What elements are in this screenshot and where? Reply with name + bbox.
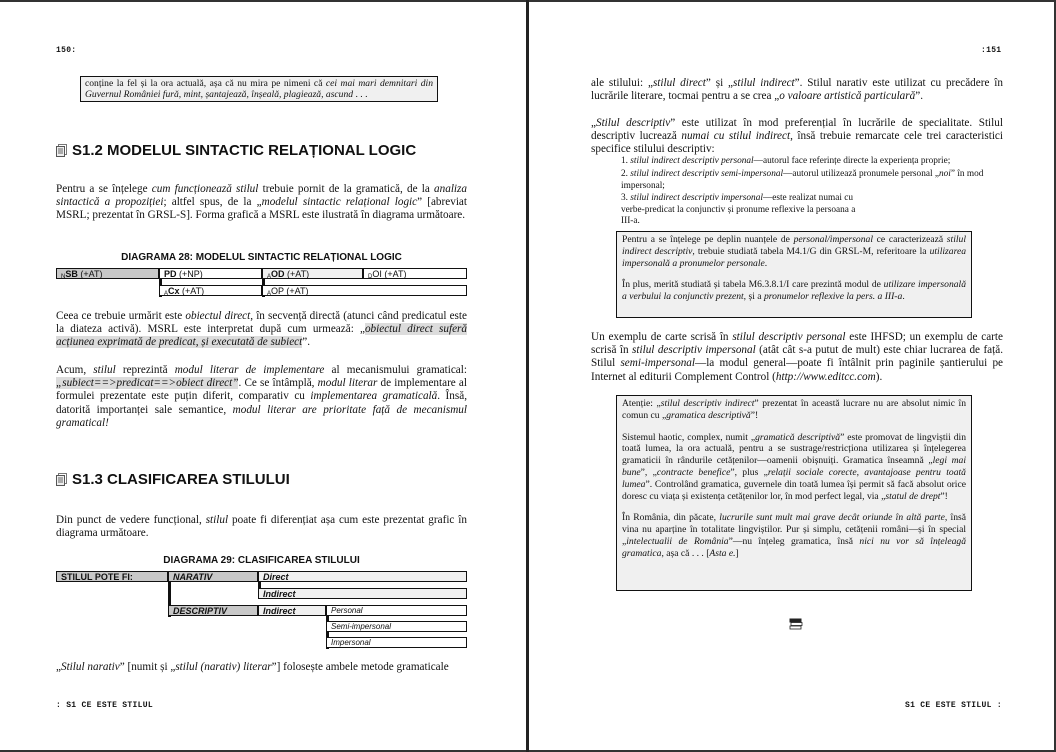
note-paragraph	[622, 234, 966, 269]
quote-box-continued	[80, 76, 438, 102]
text-run: Cx	[168, 286, 180, 296]
paragraph	[56, 310, 467, 350]
text-run: (atât cât s-a putut de mult) este chiar lucrarea de față. Stilul	[591, 344, 1003, 370]
text-run: —autorul face referințe directe la experiența proprie;	[753, 156, 951, 166]
diagram-cell-op	[262, 285, 467, 296]
text-run: cum funcționează stilul	[151, 183, 259, 195]
text-run: semi-impersonal	[620, 357, 696, 370]
section-heading-s1-3	[56, 471, 290, 488]
text-run: Pentru a se înțelege pe deplin nuanțele de	[622, 234, 794, 245]
text-run: Atenție: „	[622, 398, 661, 409]
text-run: utilizarea impersonală a pronumelor personale	[622, 245, 966, 269]
text-run: Acum,	[56, 364, 94, 376]
text-run: stilul indirect descriptiv personal	[630, 156, 754, 166]
text-run: ” în mod impersonal;	[621, 169, 984, 191]
text-run: ” și „	[705, 77, 734, 89]
text-run: (+AT)	[284, 269, 310, 279]
paragraph	[56, 183, 467, 223]
text-run: stilul descriptiv impersonal	[632, 344, 756, 357]
highlighted-text: „subiect==>predicat==>obiect direct”	[56, 377, 239, 390]
text-run: stilul indirect descriptiv impersonal	[630, 193, 763, 203]
diagram-indirect-cell: Indirect	[258, 588, 467, 599]
book-stack-icon	[789, 618, 803, 630]
text-run: „	[591, 117, 596, 129]
text-run: ”. Stilul narativ este utilizat cu precădere în lucrările literare, tocmai pentru a se crea „	[591, 77, 1003, 103]
text-run: . Însă, datorită importanței sale semantice,	[56, 390, 467, 416]
paragraph	[591, 331, 1003, 384]
text-run: ; altfel spus, de la „	[163, 196, 262, 209]
text-run: contracte benefice	[656, 466, 731, 478]
text-run: implementarea gramaticală	[310, 390, 438, 403]
text-run: ”!	[940, 490, 948, 502]
text-run: ”.	[302, 336, 311, 349]
right-page	[529, 0, 1054, 752]
box-text: . . .	[353, 89, 368, 100]
text-run: .	[764, 257, 768, 269]
diagram-cell-sb	[56, 268, 159, 279]
text-run: ”] folosește ambele metode gramaticale	[271, 661, 449, 673]
page-number: 150:	[56, 46, 77, 55]
paragraph	[56, 514, 467, 540]
text-run: obiectul direct	[185, 310, 251, 322]
website-link[interactable]: http://www.editcc.com	[775, 370, 876, 383]
text-run: ale stilului: „	[591, 77, 653, 89]
diagram-cell-oi	[363, 268, 467, 279]
text-run: , însă vina nu aparține în totalitate lingviștilor. Pur și simplu, cetățenii români—și în special „	[622, 512, 966, 547]
text-run: —la modul general—poate fi întâlnit prin paginile șantierului pe Internet al editurii Complement Control (	[591, 357, 1004, 383]
text-run: ”. Controlând gramatica, guvernele din toată lumea își permit să facă absolut orice doresc cu viața și existența cetățenilor lor, în mod perfect legal, via „	[622, 478, 966, 502]
text-run: ]	[735, 547, 739, 559]
text-run: noi	[939, 169, 951, 179]
text-run: ”—nu înțeleg gramatica, însă	[728, 535, 860, 547]
text-run: gramatică descriptivă	[755, 431, 841, 443]
text-run: —autorul utilizează pronumele personal „	[783, 169, 939, 179]
diagram-29-title: DIAGRAMA 29: CLASIFICAREA STILULUI	[163, 555, 360, 566]
text-run: stilul descriptiv indirect	[660, 398, 755, 409]
text-run: ”.	[915, 90, 923, 103]
box-italic: din Guvernul României fură, mint, șantajează, înșeală, plagiează, ascund	[85, 78, 433, 100]
text-run: legi mai bune	[622, 455, 966, 478]
diagram-cell-cx	[159, 285, 262, 296]
text-run: Un exemplu de carte scrisă în	[591, 331, 733, 343]
text-run: relații sociale corecte, avantajoase pentru toată lumea	[622, 466, 966, 490]
text-run: lucrurile sunt mult mai grave decât oriunde în altă parte	[719, 512, 945, 524]
note-paragraph	[622, 432, 966, 503]
document-stack-icon	[56, 473, 67, 486]
diagram-personal-cell: Personal	[326, 605, 467, 616]
text-run: . Ce se întâmplă,	[238, 377, 318, 390]
text-run: ”, plus „	[730, 466, 768, 478]
highlighted-text: obiectul direct suferă acțiunea exprimată de predicat, și executată de subiect	[56, 323, 467, 349]
text-run: Din punct de vedere funcțional,	[56, 514, 206, 526]
text-run: 3.	[621, 193, 631, 203]
text-run: (+AT)	[283, 286, 309, 296]
text-run: o valoare artistică particulară	[779, 90, 916, 103]
text-run: stilul descriptiv personal	[732, 331, 846, 343]
diagram-direct-cell: Direct	[258, 571, 467, 582]
text-run: „	[56, 661, 61, 673]
diagram-28-title: DIAGRAMA 28: MODELUL SINTACTIC RELAȚIONAL LOGIC	[121, 252, 402, 263]
list-item	[621, 156, 1003, 168]
note-paragraph	[622, 512, 966, 559]
text-run: ”, „	[640, 466, 657, 478]
paragraph	[56, 364, 467, 430]
text-run: reprezintă	[115, 364, 175, 376]
text-run: —este realizat numai cu verbe-predicat la conjunctiv și pronume reflexive la persoana a III-a.	[621, 193, 856, 227]
text-run: (+AT)	[77, 269, 103, 279]
text-run: , așa că . . . [	[661, 547, 710, 559]
text-run: modelul sintactic relațional logic	[261, 196, 418, 209]
text-run: modul literar	[317, 377, 378, 390]
text-run: Sistemul haotic, complex, numit „	[622, 431, 756, 443]
list-item	[621, 169, 1003, 192]
text-run: stilul	[205, 514, 229, 526]
text-run: , și a	[743, 291, 764, 303]
diagram-narativ-cell: NARATIV	[168, 571, 258, 582]
text-run: OI	[372, 269, 382, 279]
box-text: conține la fel și la ora actuală, așa că nu mira pe nimeni că	[85, 78, 326, 89]
box-italic: cei mai mari demnitari	[325, 78, 418, 89]
text-run: stilul indirect	[733, 77, 795, 89]
text-run: N	[61, 274, 66, 280]
text-run: Asta e.	[709, 547, 736, 559]
text-run: Stilul narativ	[60, 661, 120, 673]
note-paragraph	[622, 279, 966, 303]
text-run: 2.	[621, 169, 631, 179]
text-run: utilizare impersonală a verbului la conjunctiv prezent	[622, 279, 966, 303]
text-run: modul literar are prioritate față de mecanismul gramatical!	[56, 403, 467, 429]
text-run: Stilul descriptiv	[595, 117, 671, 129]
paragraph	[56, 661, 467, 674]
text-run: În plus, merită studiată și tabela M6.3.8.1/I care prezintă modul de	[622, 279, 884, 291]
note-box-attention	[616, 395, 972, 591]
text-run: A	[267, 291, 272, 297]
text-run: modul literar de implementare	[174, 364, 325, 376]
text-run: , trebuie studiată tabela M4.1/G din GRSL-M, referitoare la	[692, 245, 930, 257]
text-run: ”!	[750, 409, 759, 421]
text-run: PD	[164, 269, 177, 279]
text-run: pronumelor reflexive la pers. a III-a	[763, 291, 903, 303]
text-run: analiza sintactică a propoziției	[56, 183, 467, 209]
text-run: ce caracterizează	[872, 234, 947, 245]
text-run: .	[902, 291, 905, 303]
diagram-semi-impersonal-cell: Semi-impersonal	[326, 621, 467, 632]
text-run: al mecanismului gramatical:	[324, 364, 467, 376]
note-paragraph	[622, 398, 966, 422]
text-run: ” [numit și „	[119, 661, 176, 673]
text-run: gramatica descriptivă	[666, 409, 751, 421]
text-run: 1.	[621, 156, 631, 166]
section-title: S1.3 CLASIFICAREA STILULUI	[72, 471, 290, 488]
list-item	[621, 193, 861, 228]
text-run: stilul indirect descriptiv	[622, 234, 966, 257]
text-run: nici nu vor să înțeleagă gramatica	[622, 535, 966, 559]
text-run: A	[267, 274, 272, 280]
text-run: statul de drept	[885, 490, 941, 502]
text-run: numai cu stilul indirect	[681, 130, 791, 143]
page-number: :151	[981, 46, 1002, 55]
text-run: (+AT)	[179, 286, 205, 296]
diagram-descriptiv-indirect-cell: Indirect	[258, 605, 326, 616]
text-run: (+NP)	[176, 269, 203, 279]
diagram-root-cell: STILUL POTE FI:	[56, 571, 168, 582]
note-box-impersonal	[616, 231, 972, 318]
page-footer: S1 CE ESTE STILUL :	[905, 701, 1002, 710]
diagram-descriptiv-cell: DESCRIPTIV	[168, 605, 258, 616]
text-run: personal/impersonal	[793, 234, 873, 245]
text-run: D	[368, 274, 373, 280]
text-run: de implementare al formulei prezentate este puțin diferit, comparativ cu	[56, 377, 468, 403]
text-run: (+AT)	[381, 269, 407, 279]
text-run: Ceea ce trebuie urmărit este	[56, 310, 186, 322]
paragraph	[591, 77, 1003, 103]
text-run: ” este utilizat în mod preferențial în lucrările de specialitate. Stilul descriptiv lucrează	[591, 117, 1003, 143]
text-run: , însă trebuie remarcate cele trei caracteristici specifice stilului descriptiv:	[591, 130, 1004, 156]
text-run: A	[164, 291, 169, 297]
text-run: stilul	[93, 364, 116, 376]
text-run: ” prezentat în această lucrare nu are absolut nimic în comun cu „	[622, 398, 966, 421]
diagram-impersonal-cell: Impersonal	[326, 637, 467, 648]
text-run: În România, din păcate,	[622, 512, 720, 524]
text-run: SB	[65, 269, 78, 279]
text-run: stilul indirect descriptiv semi-impersonal	[630, 169, 784, 179]
diagram-cell-pd	[159, 268, 262, 279]
section-title: S1.2 MODELUL SINTACTIC RELAȚIONAL LOGIC	[72, 142, 417, 159]
section-heading-s1-2	[56, 142, 416, 159]
text-run: ” [abreviat MSRL; prezentat în GRSL-S]. Forma grafică a MSRL este ilustrată în diagrama următoare.	[56, 196, 467, 222]
paragraph	[591, 117, 1003, 157]
text-run: OD	[271, 269, 285, 279]
text-run: Pentru a se înțelege	[56, 183, 152, 195]
left-page	[0, 0, 526, 752]
text-run: poate fi diferențiat așa cum este prezentat grafic în diagrama următoare.	[56, 514, 467, 540]
text-run: ” este promovat de lingviștii din toată lumea, la ora actuală, pentru a se sustrage/restricționa utilizarea și înțelegerea gramaticii în rândurile cetățenilor—oamenii obișnuiți. Gramatica înseamnă „	[622, 431, 966, 467]
page-footer: : S1 CE ESTE STILUL	[56, 701, 153, 710]
text-run: OP	[271, 286, 284, 296]
text-run: stilul (narativ) literar	[175, 661, 272, 673]
text-run: trebuie pornit de la gramatică, de la	[258, 183, 435, 195]
text-run: stilul direct	[652, 77, 706, 89]
text-run: ).	[875, 370, 883, 383]
document-stack-icon	[56, 144, 67, 157]
text-run: intelectualii de România	[626, 535, 729, 547]
text-run: , în secvență directă (atunci când predicatul este la diateza activă). MSRL este interpretat după cum urmează: „	[56, 310, 467, 336]
diagram-cell-od	[262, 268, 363, 279]
text-run: este IHFSD; un exemplu de carte scrisă în	[591, 331, 1003, 357]
